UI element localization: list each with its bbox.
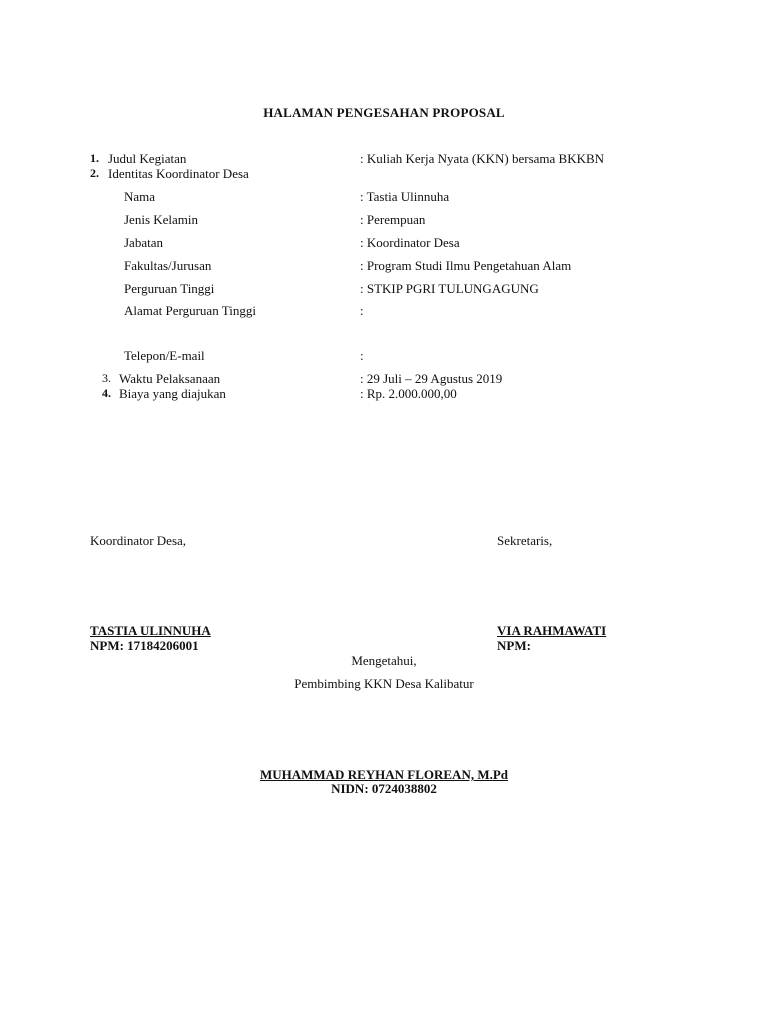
advisor-name: MUHAMMAD REYHAN FLOREAN, M.Pd [259, 767, 509, 782]
label-alamat: Alamat Perguruan Tinggi [124, 303, 256, 318]
label-identitas: Identitas Koordinator Desa [108, 166, 249, 181]
label-fakultas: Fakultas/Jurusan [124, 258, 212, 273]
signature-right-npm: NPM: [497, 638, 531, 653]
mengetahui-label: Mengetahui, [351, 653, 417, 668]
label-waktu: Waktu Pelaksanaan [119, 371, 221, 386]
value-telepon: : [360, 348, 364, 363]
value-biaya: : Rp. 2.000.000,00 [360, 386, 457, 401]
value-waktu: : 29 Juli – 29 Agustus 2019 [360, 371, 503, 386]
signature-left-npm: NPM: 17184206001 [90, 638, 199, 653]
label-nama: Nama [124, 189, 156, 204]
value-jabatan: : Koordinator Desa [360, 235, 460, 250]
label-perguruan: Perguruan Tinggi [124, 281, 215, 296]
item-number-identitas: 2. [90, 166, 99, 180]
signature-left-role: Koordinator Desa, [90, 533, 187, 548]
document-title: HALAMAN PENGESAHAN PROPOSAL [263, 105, 505, 120]
label-telepon: Telepon/E-mail [124, 348, 205, 363]
advisor-nidn: NIDN: 0724038802 [331, 781, 437, 796]
value-judul: : Kuliah Kerja Nyata (KKN) bersama BKKBN [360, 151, 605, 166]
signature-left-name: TASTIA ULINNUHA [90, 623, 211, 638]
item-number-waktu: 3. [102, 371, 111, 385]
pembimbing-label: Pembimbing KKN Desa Kalibatur [294, 676, 474, 691]
item-number-biaya: 4. [102, 386, 111, 400]
label-jenis-kelamin: Jenis Kelamin [124, 212, 199, 227]
value-fakultas: : Program Studi Ilmu Pengetahuan Alam [360, 258, 572, 273]
label-judul: Judul Kegiatan [108, 151, 187, 166]
signature-right-name: VIA RAHMAWATI [497, 623, 607, 638]
signature-right-role: Sekretaris, [497, 533, 553, 548]
label-biaya: Biaya yang diajukan [119, 386, 226, 401]
value-nama: : Tastia Ulinnuha [360, 189, 450, 204]
value-jenis-kelamin: : Perempuan [360, 212, 426, 227]
label-jabatan: Jabatan [124, 235, 163, 250]
value-perguruan: : STKIP PGRI TULUNGAGUNG [360, 281, 539, 296]
item-number-judul: 1. [90, 151, 99, 165]
value-alamat: : [360, 303, 364, 318]
